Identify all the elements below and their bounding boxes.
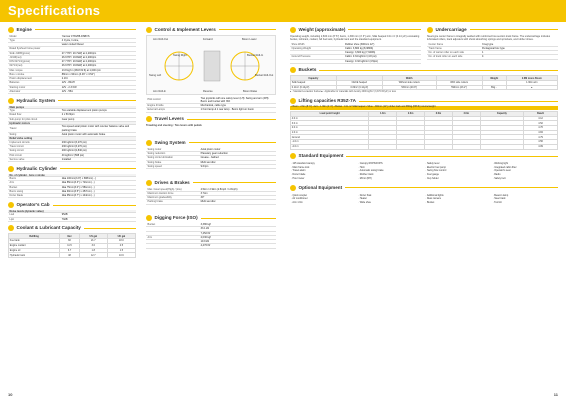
table-cell: 4.84 bbox=[524, 130, 558, 135]
spec-key: Pilot control bbox=[147, 98, 161, 102]
list-item: · Cup holder bbox=[425, 176, 439, 180]
digging-title: Digging Force (ISO) bbox=[154, 215, 198, 221]
relief-header: Relief valve setting bbox=[8, 137, 136, 141]
list-item: · Rubber track bbox=[358, 173, 374, 176]
table-cell bbox=[425, 144, 453, 149]
table-header: liter bbox=[60, 234, 80, 239]
spec-key: SAE J1995(gross) bbox=[9, 51, 30, 55]
spec-value: Axial piston motor with automatic brake bbox=[61, 132, 106, 136]
list-item: · Safety lever bbox=[425, 162, 440, 166]
spec-key: Alternator bbox=[9, 89, 21, 93]
spec-key: Boom bbox=[9, 177, 17, 181]
spec-value: Planetary gear reduction bbox=[200, 152, 228, 155]
spec-value: 230 kgf/cm²(3,270 psi) bbox=[61, 140, 87, 144]
spec-key: Parking brake bbox=[147, 200, 163, 204]
coolant-title: Coolant & Lubricant Capacity bbox=[16, 225, 81, 231]
list-item: · Quick coupler bbox=[291, 193, 308, 197]
spec-value: 88mm x 90mm (3.46" x 3.54") bbox=[61, 72, 95, 76]
drives-title: Drives & Brakes bbox=[154, 179, 190, 185]
list-item: · Arm 1.6m bbox=[291, 201, 303, 204]
spec-key: Track frame bbox=[428, 46, 442, 50]
spec-key: Type bbox=[9, 109, 15, 113]
coolant-icon bbox=[8, 225, 14, 231]
table-cell: CECE heaped bbox=[336, 80, 382, 85]
spec-value: 4,476 lbf bbox=[200, 244, 211, 248]
page-number-left: 10 bbox=[8, 391, 13, 397]
list-item: · Electric fuel pump bbox=[425, 165, 446, 169]
spec-key: No. of track roller on each side bbox=[428, 55, 463, 59]
spec-value: 26.9 HP / 19.8kW) at 2,200rpm bbox=[61, 64, 97, 68]
spec-value: 33.1 kN bbox=[200, 227, 210, 231]
spec-value: 13.8 kgf.m (99.8 lbf.ft) at 1,000 rpm bbox=[61, 68, 101, 72]
table-cell: 530mm (20.9") bbox=[382, 85, 436, 90]
spec-value: 30° bbox=[200, 196, 205, 199]
spec-value: Rubber shoe (300mm 12") bbox=[345, 42, 375, 46]
spec-key: Swing circle lubrication bbox=[147, 156, 173, 160]
spec-key: Arm bbox=[9, 181, 15, 185]
motors-header: Hydraulic motors bbox=[8, 122, 136, 126]
list-item: · Travel alarm bbox=[291, 169, 306, 173]
page-title: Specifications bbox=[8, 3, 101, 18]
main-pumps-header: Main pumps bbox=[8, 106, 136, 110]
table-cell: -1.0 m bbox=[291, 140, 369, 145]
table-header: 3.0m bbox=[425, 111, 453, 116]
list-item: · Automatic swing brake bbox=[358, 169, 384, 173]
table-cell bbox=[369, 144, 397, 149]
spec-key: Bucket bbox=[147, 223, 156, 226]
spec-value: Axial piston motor bbox=[200, 147, 221, 151]
spec-value: 19.9 kN bbox=[200, 240, 210, 243]
swing-section bbox=[146, 139, 276, 169]
table-cell: 1.0 m bbox=[291, 130, 369, 135]
engine-title: Engine bbox=[16, 26, 32, 32]
list-item: · Horn bbox=[358, 165, 365, 169]
spec-value: 2,030 kgf bbox=[200, 235, 211, 239]
spec-value: Grease - bathed bbox=[200, 156, 219, 160]
lever-diagram bbox=[146, 35, 276, 95]
spec-key: Maximum gradeability bbox=[147, 196, 172, 199]
table-header: US gal bbox=[79, 234, 107, 239]
spec-value: 40 kgf/cm² (568 psi) bbox=[61, 153, 84, 157]
buckets-section bbox=[290, 67, 558, 95]
spec-key: Bucket bbox=[9, 185, 18, 189]
standard-equipment-section bbox=[290, 153, 558, 182]
swing-title: Swing System bbox=[154, 139, 186, 145]
list-item: · Working light bbox=[492, 162, 508, 166]
label-bucket-roll-out: Bucket Roll-Out bbox=[255, 73, 274, 77]
spec-key: 6271/1(net) bbox=[9, 64, 23, 68]
list-item: · Main frame lock bbox=[291, 165, 310, 169]
optional-equipment-title: Optional Equipment bbox=[298, 184, 343, 190]
list-item: · Safety belt bbox=[492, 176, 506, 180]
digging-icon bbox=[146, 215, 152, 221]
spec-value: Multi wet disc bbox=[200, 160, 216, 164]
spec-key: Boom swing bbox=[9, 189, 24, 193]
spec-key: Shoe Width bbox=[291, 42, 305, 46]
list-item: · Dozer float bbox=[358, 193, 372, 197]
spec-row bbox=[8, 125, 136, 133]
spec-key: Center frame bbox=[428, 42, 444, 46]
spec-value: Canopy: 3,600 kg (7,940lb) bbox=[345, 51, 376, 54]
spec-row bbox=[146, 200, 276, 204]
table-cell: 4.76 bbox=[524, 126, 558, 131]
table-cell: 6.7 bbox=[60, 248, 80, 253]
spec-key: Rated flywheel horse power bbox=[9, 47, 41, 51]
spec-value: 3.7ton bbox=[200, 191, 208, 195]
spec-row bbox=[8, 158, 136, 162]
spec-value: 1 front lamp & 1 rear lamp · Boom light on boom bbox=[200, 108, 254, 112]
table-header: Reach bbox=[524, 111, 558, 116]
table-cell: With side cutters bbox=[436, 80, 482, 85]
spec-value: 1Ea 90mm(3.5") x 457mm(...) bbox=[61, 189, 95, 193]
travel-icon bbox=[146, 116, 152, 122]
cab-section bbox=[8, 201, 136, 222]
label-swing-left: Swing Left bbox=[149, 73, 162, 77]
table-cell: 4.56 bbox=[524, 140, 558, 145]
spec-value: 12V - 80AH bbox=[61, 81, 75, 85]
spec-value: Installed bbox=[61, 157, 72, 161]
table-cell: 590mm (23.2") bbox=[436, 85, 482, 90]
list-item: · Bucket bbox=[425, 201, 435, 204]
spec-value: Cabin: 3,800 kg (8,380lb) bbox=[345, 46, 374, 50]
table-cell: 4.0 m bbox=[291, 116, 369, 121]
cylinder-icon bbox=[8, 166, 14, 172]
table-header: 1.0m bbox=[369, 111, 397, 116]
spec-key: Starting motor bbox=[9, 85, 26, 89]
list-item: · Mirror (RH) bbox=[358, 176, 372, 180]
table-cell: SAE heaped bbox=[291, 80, 337, 85]
list-item: · Swing flow control bbox=[425, 169, 447, 173]
label-reverse: Reverse bbox=[203, 89, 213, 93]
spec-key: Swing speed bbox=[147, 164, 162, 168]
weight-paragraph: Operating weight, including 2,600 mm (8' 6") boom, 1,300 mm (4' 3") arm, SAE heaped 0.11 m³ (0.14 yd³) excavating bucket, lubricant, coolant, full fuel tank, hydraulic tank and the standard equipment. bbox=[290, 34, 420, 41]
label-arm-roll-in: Arm Roll-In bbox=[153, 89, 166, 93]
swing-icon bbox=[146, 140, 152, 146]
spec-key: DIN 6271/1(gross) bbox=[9, 60, 30, 63]
list-item: · Hour meter bbox=[291, 176, 305, 180]
spec-key: Maximum traction force bbox=[147, 191, 174, 195]
spec-value: X-leg type bbox=[482, 42, 494, 46]
spec-value: 1Ea 85mm(3.3") x 721mm(...) bbox=[61, 181, 95, 185]
spec-key: Lwd bbox=[9, 213, 15, 217]
undercarriage-title: Undercarriage bbox=[435, 26, 467, 32]
buckets-title: Buckets bbox=[298, 67, 317, 73]
spec-value: 4.5km / 2.9km (2.8mph / 1.8mph) bbox=[200, 187, 238, 191]
table-header: Weight bbox=[482, 76, 506, 81]
column-3 bbox=[290, 26, 558, 209]
table-row bbox=[291, 85, 558, 90]
lifting-title: Lifting capacities R35Z-7A bbox=[298, 97, 356, 103]
drives-icon bbox=[146, 180, 152, 186]
hydraulic-section bbox=[8, 97, 136, 162]
list-item: · Additional lights bbox=[425, 193, 444, 197]
spec-value: Mechanical, cable type bbox=[200, 104, 227, 107]
table-cell: 4.52 bbox=[524, 121, 558, 126]
table-cell: Ground bbox=[291, 135, 369, 140]
hydraulic-title: Hydraulic System bbox=[16, 97, 56, 103]
spec-key: Travel circuit bbox=[9, 145, 24, 149]
spec-key: No. of carrier roller on each side bbox=[428, 51, 465, 54]
drives-section bbox=[146, 179, 276, 205]
table-cell: 10.6 bbox=[107, 253, 135, 258]
spec-value: 1 bbox=[482, 51, 484, 54]
spec-value: 1Ea 95mm(3.7") x 144mm(...) bbox=[61, 194, 95, 198]
spec-row bbox=[8, 218, 136, 222]
table-header: Capacity bbox=[291, 76, 337, 81]
undercarriage-section bbox=[427, 26, 558, 64]
spec-value: Pentagonal box type bbox=[482, 46, 505, 50]
spec-key: Type bbox=[9, 38, 15, 42]
spec-key: Swing brake bbox=[147, 160, 162, 164]
page-number-right: 11 bbox=[553, 391, 558, 397]
label-forward: Forward bbox=[203, 37, 213, 41]
table-header: Capacity bbox=[480, 111, 523, 116]
spec-key: Travel bbox=[9, 127, 17, 131]
spec-value: 230 kgf/cm²(3,270 psi) bbox=[61, 145, 87, 149]
lifting-section bbox=[290, 97, 558, 149]
hydraulic-icon bbox=[8, 98, 14, 104]
spec-row bbox=[146, 97, 276, 105]
noise-header: Noise levels (dynamic value) bbox=[8, 210, 136, 214]
table-header: Load point height bbox=[291, 111, 369, 116]
lifting-icon bbox=[290, 98, 296, 104]
spec-key: Engine throttle bbox=[147, 104, 164, 107]
table-cell bbox=[452, 144, 480, 149]
spec-value: 12V - 55A bbox=[61, 89, 73, 93]
spec-key: Pilot circuit bbox=[9, 153, 22, 157]
spec-value: Yanmar 4TNV88-DSBVS bbox=[61, 34, 90, 38]
spec-key: Service valve bbox=[9, 157, 25, 161]
label-bucket-roll-in: Bucket Roll-In bbox=[247, 53, 264, 57]
spec-value: Multi wet disc bbox=[200, 200, 216, 204]
spec-key: Max. travel speed(High) / (low) bbox=[147, 187, 182, 191]
spec-value: 79dB bbox=[61, 217, 68, 221]
lifting-table bbox=[290, 111, 558, 150]
spec-key: Swing bbox=[9, 132, 17, 136]
spec-row bbox=[146, 108, 276, 112]
standard-equipment-list bbox=[290, 161, 558, 181]
spec-key: Model bbox=[9, 34, 17, 38]
spec-value: Gear pump bbox=[61, 117, 75, 121]
list-item: · Steel track bbox=[492, 197, 506, 201]
table-cell: 4.09 bbox=[524, 144, 558, 149]
optional-equipment-section bbox=[290, 184, 558, 205]
spec-value: 2 x 50.6lpm bbox=[61, 113, 75, 117]
buckets-note: ● : Standard excavator bucket ■ : Applicable for materials with density 2000 kgf/m³ (3,370 lbf/yd³) or less bbox=[290, 91, 396, 94]
table-header: Refilling bbox=[9, 234, 60, 239]
spec-key: External Lamps bbox=[147, 108, 165, 112]
spec-key: LpA bbox=[9, 217, 14, 221]
list-item: · Rear camera bbox=[425, 197, 441, 201]
spec-row bbox=[427, 55, 558, 59]
table-cell: 1.5 bbox=[107, 248, 135, 253]
table-cell: 4.79 bbox=[524, 135, 558, 140]
weight-icon bbox=[290, 27, 296, 33]
spec-value: 27.7 HP / 20.6kW) at 2,200rpm bbox=[61, 60, 97, 63]
page-header bbox=[0, 0, 566, 22]
spec-row bbox=[146, 165, 276, 169]
spec-row bbox=[290, 60, 421, 64]
spec-value: 1Ea 75mm(3.0") x 581mm(...) bbox=[61, 185, 95, 189]
label-boom-raise: Boom Raise bbox=[243, 89, 258, 93]
spec-key: Ground Pressure bbox=[291, 55, 311, 59]
table-cell: 3.0 m bbox=[291, 121, 369, 126]
label-boom-lower: Boom Lower bbox=[242, 37, 257, 41]
spec-key: Operating Weight bbox=[291, 46, 311, 50]
table-cell: Engine oil bbox=[9, 248, 60, 253]
list-item: · Dozer blade bbox=[291, 173, 306, 176]
engine-section bbox=[8, 26, 136, 94]
standard-equipment-title: Standard Equipment bbox=[298, 153, 344, 159]
table-row bbox=[291, 144, 558, 149]
cylinder-section bbox=[8, 165, 136, 198]
spec-key: Arm bbox=[147, 235, 153, 239]
list-item: · Canopy ROPS/FOPS bbox=[358, 162, 383, 166]
spec-value: Canopy: 0.32 kgf/cm² (4.5psi) bbox=[345, 59, 378, 63]
spec-value: Cabin: 0.34 kgf/cm² (4.8 psi) bbox=[345, 55, 377, 59]
spec-key: J1349(net) bbox=[9, 55, 22, 59]
list-item: · Fuel gauge bbox=[425, 173, 439, 176]
spec-value: Two variable displacement piston pumps bbox=[61, 109, 107, 113]
list-item: · 125 standard canopy bbox=[291, 162, 315, 166]
optional-equipment-list bbox=[290, 193, 558, 206]
label-swing-right: Swing Right bbox=[173, 53, 187, 57]
label-arm-roll-out: Arm Roll-Out bbox=[153, 37, 168, 41]
spec-value: 26.9 HP / 19.8kW) at 2,200rpm bbox=[61, 55, 97, 59]
spec-value: 95dB bbox=[61, 213, 68, 217]
table-cell: 48 bbox=[60, 253, 80, 258]
undercarriage-icon bbox=[427, 27, 433, 33]
cab-icon bbox=[8, 202, 14, 208]
spec-key: Piston displacement bbox=[9, 77, 32, 80]
table-cell: 12.7 bbox=[79, 253, 107, 258]
table-cell bbox=[480, 144, 523, 149]
table-row bbox=[9, 253, 136, 258]
spec-row bbox=[8, 194, 136, 198]
spec-key: Batteries bbox=[9, 81, 20, 85]
table-cell: Hydraulic tank bbox=[9, 253, 60, 258]
spec-key: Bore x stroke bbox=[9, 72, 25, 76]
spec-key: Swing circuit bbox=[9, 149, 24, 153]
spec-value: water cooled Diesel bbox=[61, 43, 84, 46]
spec-key: Rated flow bbox=[9, 113, 22, 117]
list-item: · Integrated cabin filter bbox=[492, 165, 517, 169]
spec-value: 4 Cycle, In-line, bbox=[61, 38, 79, 42]
travel-text: Traveling and steering : Two levers with pedals bbox=[146, 124, 202, 127]
table-cell: -2.0 m bbox=[291, 144, 369, 149]
lever-diagram-svg bbox=[147, 36, 277, 96]
spec-value: 3,380 kgf bbox=[200, 223, 211, 226]
digging-section bbox=[146, 215, 276, 249]
spec-value: Two joysticks with one safety lever (LH): Swing and arm (RH): Boom and bucket with ISO bbox=[200, 96, 270, 103]
spec-value: Two speed axial piston motor with counter balance valve and parking brake bbox=[61, 125, 130, 132]
table-cell bbox=[397, 144, 425, 149]
table-header: 2.0m bbox=[397, 111, 425, 116]
table-cell: 82 bbox=[60, 239, 80, 244]
cylinder-header: No. of cylinder - bore x stroke bbox=[8, 174, 136, 178]
list-item: · Heater bbox=[358, 197, 367, 201]
table-cell: 11.5 bbox=[60, 243, 80, 248]
table-cell: Engine coolant bbox=[9, 243, 60, 248]
list-item: · Wide shoe bbox=[358, 201, 372, 204]
list-item: · Radio bbox=[492, 173, 501, 176]
undercarriage-paragraph: Steel-type center frame is integrally welded with reinforced box-section track frame. The undercarriage includes lubricated rollers, track adjusters with shock absorbing springs and sprockets, and rubber shoes. bbox=[427, 34, 551, 41]
column-2 bbox=[146, 26, 276, 252]
spec-key: Dozer blade bbox=[9, 194, 23, 198]
engine-table bbox=[8, 35, 136, 95]
spec-key: Max. torque bbox=[9, 68, 23, 72]
coolant-table bbox=[8, 233, 136, 258]
engine-icon bbox=[8, 27, 14, 33]
table-cell: 18.0 bbox=[107, 239, 135, 244]
table-cell: 0.11m³ (0.14yd³) bbox=[291, 85, 337, 90]
control-icon bbox=[146, 27, 152, 33]
spec-key: Implement circuits bbox=[9, 140, 30, 144]
optional-equipment-icon bbox=[290, 185, 296, 191]
weight-title: Weight (approximate) bbox=[298, 26, 346, 32]
table-cell: 2.0 m bbox=[291, 126, 369, 131]
coolant-section bbox=[8, 225, 136, 258]
spec-row bbox=[146, 244, 276, 248]
table-cell: 1.30m arm bbox=[506, 80, 557, 85]
cab-title: Operator's Cab bbox=[16, 201, 50, 207]
table-cell: ● bbox=[506, 85, 557, 90]
spec-value: 1Ea 100mm(3.9") x 688mm(...) bbox=[61, 177, 96, 181]
spec-key: Swing motor bbox=[147, 147, 162, 151]
lifting-note: • Boom : 2.6m (8' 6") • Arm : 1.30m (4' 3") • Bucket : 0.11 m³ SAE heaped • Shoe : 300mm (12") rubber track and 380kg (838 lb) counterweight bbox=[290, 106, 558, 110]
spec-value: 2.19 ℓ bbox=[61, 77, 69, 80]
table-cell: 1.8 bbox=[79, 248, 107, 253]
spec-key: Swing reduction bbox=[147, 152, 166, 155]
table-header: 4.0m bbox=[452, 111, 480, 116]
table-cell: 0.09m³ (0.12yd³) bbox=[336, 85, 382, 90]
column-1 bbox=[8, 26, 136, 261]
list-item: · Air conditioner bbox=[291, 197, 308, 201]
list-item: · Operator's seat bbox=[492, 169, 511, 173]
travel-section bbox=[146, 116, 276, 128]
list-item: · Tool kit bbox=[492, 201, 502, 204]
spec-value: 200 kgf/cm²(2,840 psi) bbox=[61, 149, 87, 153]
table-cell: 3.0 bbox=[79, 243, 107, 248]
buckets-table bbox=[290, 75, 558, 90]
standard-equipment-icon bbox=[290, 153, 296, 159]
table-cell: Fuel tank bbox=[9, 239, 60, 244]
table-cell: Without side cutters bbox=[382, 80, 436, 85]
control-section bbox=[146, 26, 276, 113]
table-cell: 2.5 bbox=[107, 243, 135, 248]
travel-title: Travel Levers bbox=[154, 116, 184, 122]
control-title: Control & Implement Levers bbox=[154, 26, 216, 32]
spec-value: 12V - 2.3 KW bbox=[61, 85, 77, 89]
spec-key: Sub-pump for pilot circuit bbox=[9, 117, 38, 121]
buckets-icon bbox=[290, 67, 296, 73]
table-header: Width bbox=[382, 76, 436, 81]
table-header: 2.6M mono Boom bbox=[506, 76, 557, 81]
list-item: · Beacon lamp bbox=[492, 193, 509, 197]
spec-value: 4 bbox=[482, 55, 484, 59]
cylinder-title: Hydraulic Cylinder bbox=[16, 165, 58, 171]
spec-value: 9.6rpm bbox=[200, 164, 209, 168]
weight-section bbox=[290, 26, 421, 64]
table-cell: 4.12 bbox=[524, 116, 558, 121]
table-cell: 21.7 bbox=[79, 239, 107, 244]
spec-value: 7,452 lbf bbox=[200, 231, 211, 235]
spec-value: 27.7 HP / 20.7kW) at 2,200rpm bbox=[61, 51, 97, 55]
spec-row bbox=[8, 90, 136, 94]
table-cell: Bkg .. bbox=[482, 85, 506, 90]
table-header: UK gal bbox=[107, 234, 135, 239]
